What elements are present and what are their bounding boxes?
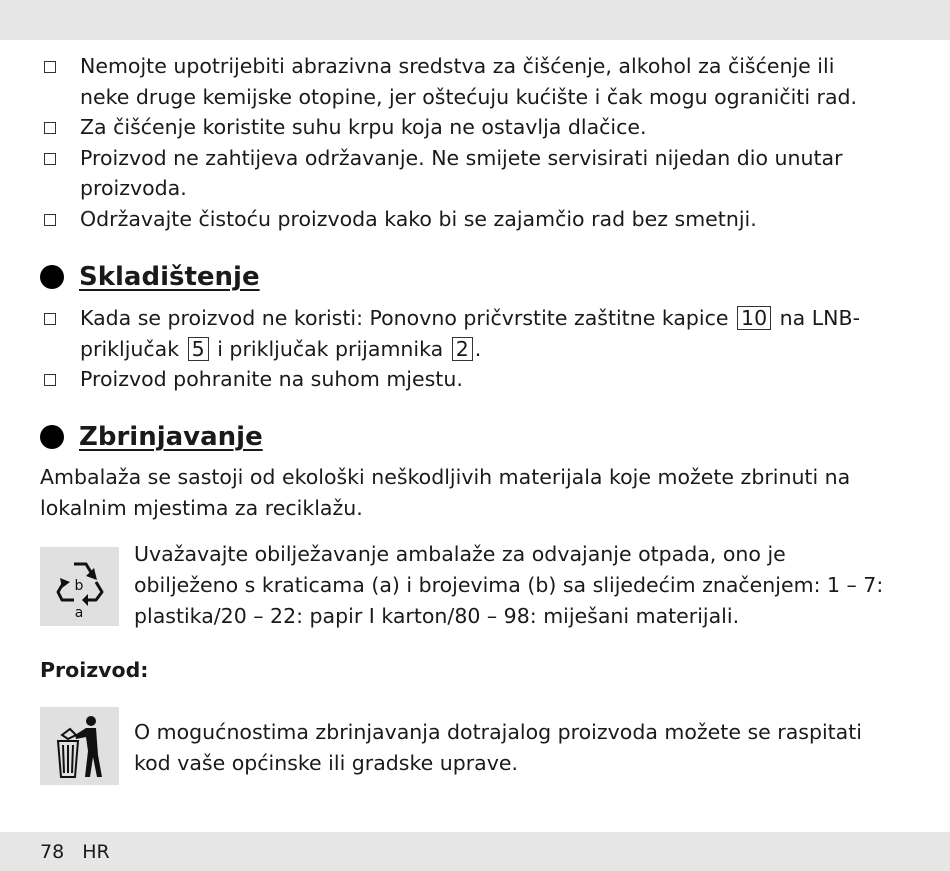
section-title: Zbrinjavanje <box>79 422 263 452</box>
checkbox-square-icon <box>44 214 56 226</box>
bullet-dot-icon <box>40 265 64 289</box>
list-item <box>40 364 880 395</box>
disposal-intro: Ambalaža se sastoji od ekološki neškodljivih materijala koje možete zbrinuti na lokalnim mjestima za reciklažu. <box>40 465 851 520</box>
recycling-explanation: Uvažavajte obilježavanje ambalaže za odvajanje otpada, ono je obilježeno s kraticama (a) i brojevima (b) sa slijedećim značenjem: 1 – 7: plastika/20 – 22: papir I karton/80 – 98: miješani materijali. <box>134 542 884 628</box>
page-footer <box>40 842 110 862</box>
list-item-text: Za čišćenje koristite suhu krpu koja ne ostavlja dlačice. <box>80 115 647 139</box>
list-item <box>40 112 880 143</box>
text-fragment: i priključak prijamnika <box>217 336 444 361</box>
storage-list <box>40 303 880 395</box>
checkbox-square-icon <box>44 153 56 165</box>
text-fragment: Kada se proizvod ne koristi: Ponovno pričvrstite zaštitne kapice <box>80 306 729 330</box>
page-number: 78 <box>40 841 65 863</box>
part-reference-number: 5 <box>188 337 209 361</box>
list-item-text: Održavajte čistoću proizvoda kako bi se zajamčio rad bez smetnji. <box>80 206 757 231</box>
checkbox-square-icon <box>44 61 56 73</box>
list-item <box>40 204 880 235</box>
list-item-text: Nemojte upotrijebiti abrazivna sredstva za čišćenje, alkohol za čišćenje ili neke druge kemijske otopine, jer oštećuju kućište i čak mogu ograničiti rad. <box>80 54 858 109</box>
recycling-symbol-icon <box>40 547 119 626</box>
list-item <box>40 303 880 364</box>
product-disposal-text: O mogućnostima zbrinjavanja dotrajalog proizvoda možete se raspitati kod vaše općinske ili gradske uprave. <box>134 720 862 775</box>
top-band <box>0 0 950 40</box>
checkbox-square-icon <box>44 313 56 325</box>
footer-band <box>0 832 950 871</box>
list-item-text: Proizvod pohranite na suhom mjestu. <box>80 367 463 391</box>
bullet-dot-icon <box>40 425 64 449</box>
part-reference-number: 2 <box>452 337 473 361</box>
section-heading-disposal <box>40 422 263 452</box>
text-fragment: . <box>474 336 482 361</box>
care-instructions-list <box>40 51 880 234</box>
recycle-label-b: b <box>74 577 83 594</box>
list-item-text <box>80 306 860 361</box>
list-item <box>40 51 880 112</box>
list-item <box>40 143 880 204</box>
recycle-label-a: a <box>74 604 83 620</box>
checkbox-square-icon <box>44 374 56 386</box>
language-code: HR <box>82 841 110 863</box>
trash-bin-person-icon <box>40 707 119 785</box>
list-item-text: Proizvod ne zahtijeva održavanje. Ne smijete servisirati nijedan dio unutar proizvoda. <box>80 145 843 200</box>
checkbox-square-icon <box>44 122 56 134</box>
product-subheading: Proizvod: <box>40 658 149 682</box>
text-fragment: na LNB-priključak <box>80 306 860 361</box>
part-reference-number: 10 <box>737 306 771 330</box>
section-heading-storage <box>40 262 260 292</box>
section-title: Skladištenje <box>79 262 260 292</box>
